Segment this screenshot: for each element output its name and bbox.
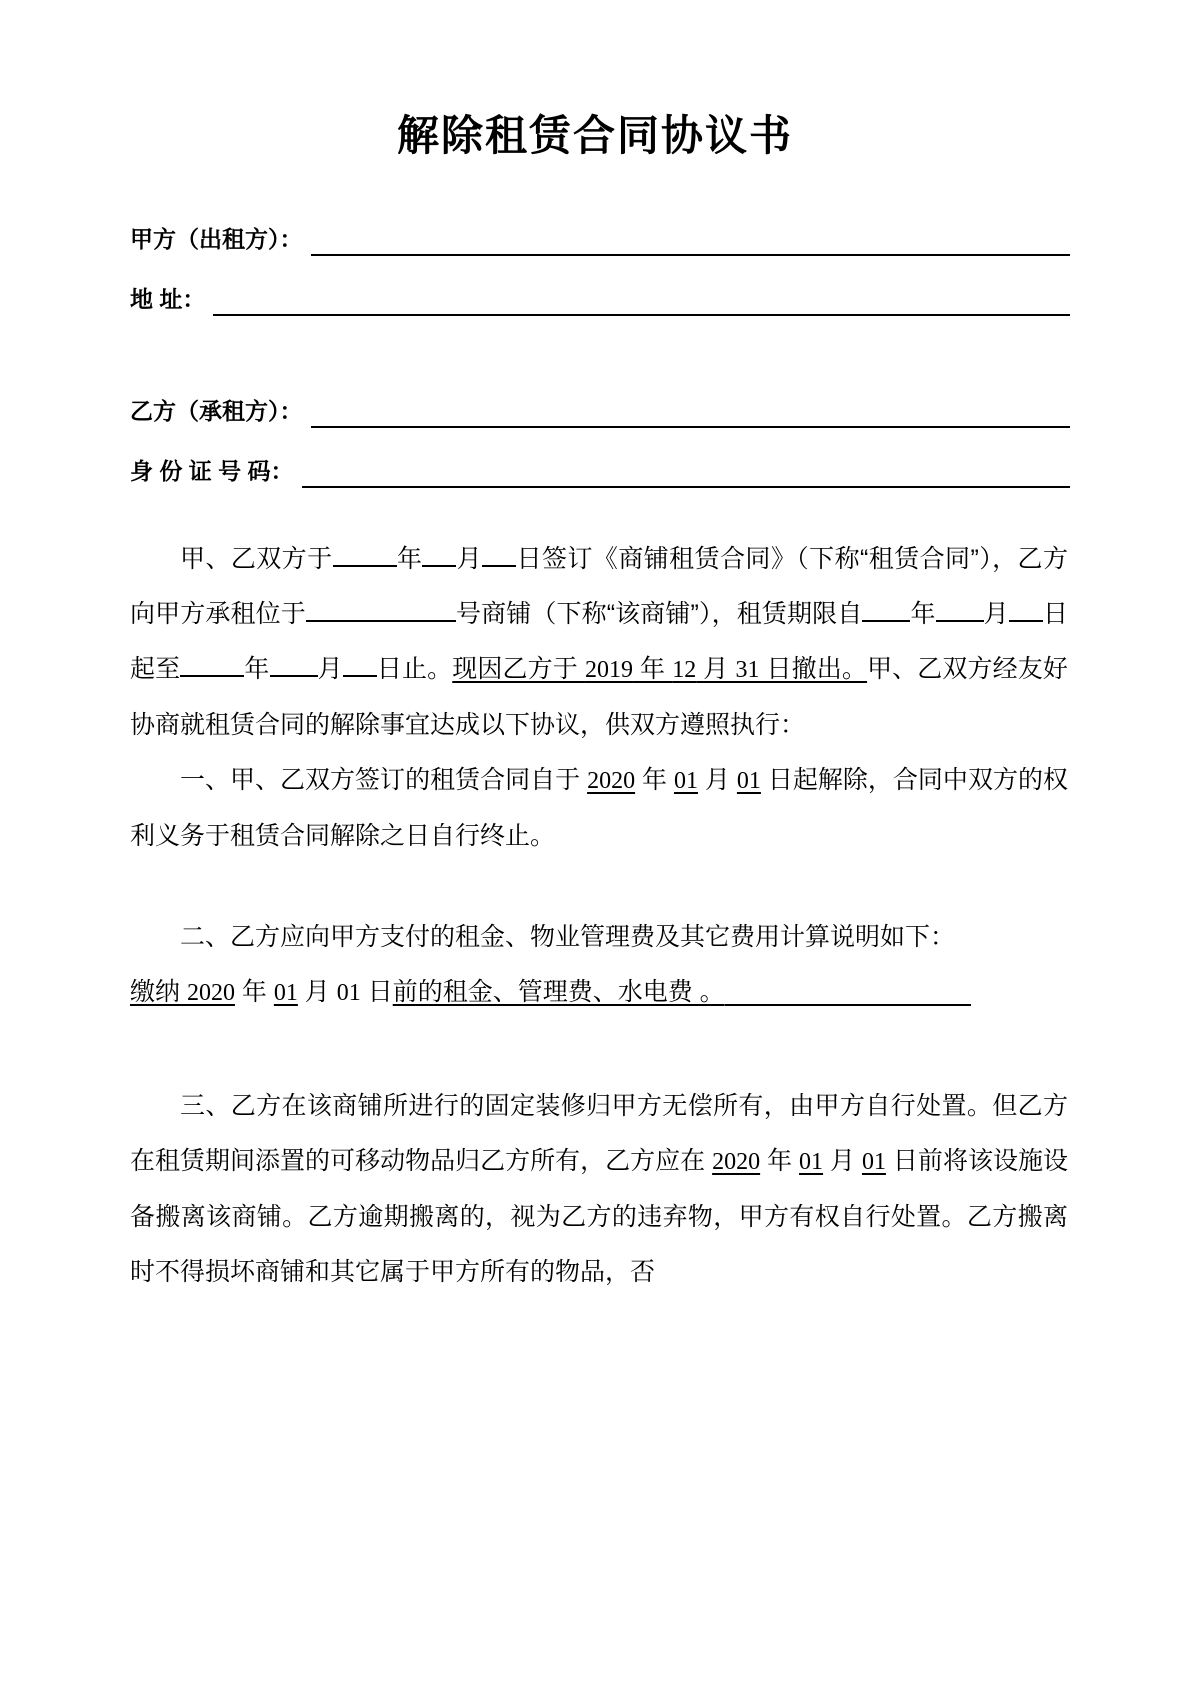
- preamble-text-6: 年: [910, 600, 936, 628]
- preamble-text-8: 日起至: [130, 600, 1068, 683]
- clause-one: [130, 753, 1068, 864]
- fee-detail-suffix: 前的租金、管理费、水电费 。: [392, 978, 725, 1006]
- address-label: 地 址：: [130, 286, 206, 312]
- start-month-blank[interactable]: [936, 620, 984, 622]
- clause-three-day-unit: 日前: [885, 1147, 943, 1175]
- sign-month-blank[interactable]: [422, 565, 456, 567]
- clause-one-year-value: 2020: [587, 768, 636, 794]
- withdrawal-year-value: 2019: [584, 657, 633, 683]
- clause-gap-two: [130, 1021, 1068, 1079]
- clause-one-text-1: 甲、乙双方签订的租赁合同自于: [230, 766, 588, 794]
- clause-one-number: 一、: [180, 766, 231, 794]
- landlord-label: 甲方（出租方）：: [130, 226, 303, 252]
- document-body: [0, 532, 1190, 1300]
- preamble-text-11: 日止。: [376, 655, 453, 683]
- clause-three-year-value: 2020: [712, 1149, 761, 1175]
- withdrawal-year-unit: 年: [632, 655, 673, 683]
- preamble-text-3: 月: [456, 545, 483, 573]
- clause-three: [130, 1079, 1068, 1300]
- withdrawal-clause-prefix: 现因乙方于: [452, 655, 585, 683]
- tenant-label: 乙方（承租方）：: [130, 398, 303, 424]
- preamble-text-9: 年: [244, 655, 270, 683]
- preamble-text-5: 号商铺（下称“该商铺”），租赁期限自: [455, 600, 863, 628]
- preamble-text-4: 日签订《商铺租赁合同》（下称“租赁合同”），乙方向甲方承租位于: [130, 545, 1068, 628]
- clause-two: [130, 910, 1068, 965]
- sign-year-blank[interactable]: [333, 565, 397, 567]
- clause-three-number: 三、: [180, 1092, 231, 1120]
- clause-three-year-unit: 年: [760, 1147, 800, 1175]
- clause-two-detail: [130, 965, 1068, 1021]
- tenant-row: [130, 394, 1070, 428]
- withdrawal-month-unit: 月: [696, 655, 736, 683]
- end-month-blank[interactable]: [270, 675, 318, 677]
- clause-one-day-unit: 日起解除，: [760, 766, 893, 794]
- end-day-blank[interactable]: [343, 675, 377, 677]
- withdrawal-day-value: 31: [735, 657, 760, 683]
- preamble-text-2: 年: [396, 545, 423, 573]
- start-year-blank[interactable]: [862, 620, 910, 622]
- clause-three-text-1: 乙方在该商铺所进行的固定装修归甲方无偿所有，由甲方自行处置。但乙方在租赁期间添置的可移动物品归乙方所有，乙方应在: [130, 1092, 1068, 1175]
- preamble-paragraph: [130, 532, 1068, 753]
- fee-day-value: 01: [336, 980, 361, 1006]
- fee-day-unit: 日: [360, 978, 393, 1006]
- id-number-input-line[interactable]: [302, 460, 1070, 488]
- shop-number-blank[interactable]: [306, 620, 456, 622]
- id-number-label: 身 份 证 号 码：: [130, 458, 294, 484]
- sign-day-blank[interactable]: [482, 565, 516, 567]
- tenant-input-line[interactable]: [311, 400, 1071, 428]
- fee-month-unit: 月: [297, 978, 337, 1006]
- address-row: [130, 282, 1070, 316]
- landlord-input-line[interactable]: [311, 228, 1071, 256]
- clause-three-month-value: 01: [799, 1149, 824, 1175]
- fee-year-value: 2020: [186, 980, 235, 1006]
- party-gap: [130, 342, 1070, 394]
- address-input-line[interactable]: [213, 288, 1070, 316]
- withdrawal-day-unit: 日撤出。: [759, 655, 868, 683]
- preamble-text-1: 甲、乙双方于: [180, 545, 333, 573]
- clause-one-text-2: 合同中双方的权利义务于租赁合同解除之日自行终止。: [130, 766, 1068, 850]
- start-day-blank[interactable]: [1009, 620, 1043, 622]
- clause-one-month-value: 01: [674, 768, 698, 794]
- preamble-text-10: 月: [317, 655, 343, 683]
- fee-detail-blank[interactable]: [725, 1004, 971, 1006]
- fee-year-unit: 年: [234, 978, 274, 1006]
- clause-two-text-1: 乙方应向甲方支付的租金、物业管理费及其它费用计算说明如下：: [230, 923, 956, 951]
- landlord-row: [130, 222, 1070, 256]
- clause-one-month-unit: 月: [698, 766, 737, 794]
- preamble-text-12: 甲、乙双方经友好协商就租赁合同的解除事宜达成以下协议，供双方遵照执行：: [130, 655, 1068, 739]
- id-number-row: [130, 454, 1070, 488]
- clause-one-year-unit: 年: [635, 766, 674, 794]
- clause-gap-one: [130, 864, 1068, 910]
- page-title: 解除租赁合同协议书: [396, 112, 793, 159]
- clause-three-day-value: 01: [861, 1149, 886, 1175]
- party-information-block: [0, 222, 1190, 488]
- clause-two-number: 二、: [180, 923, 231, 951]
- clause-three-month-unit: 月: [823, 1147, 862, 1175]
- clause-three-text-2: 将该设施设备搬离该商铺。乙方逾期搬离的，视为乙方的违弃物，甲方有权自行处置。乙方搬离时不得损坏商铺和其它属于甲方所有的物品，否: [130, 1147, 1068, 1286]
- withdrawal-month-value: 12: [672, 657, 697, 683]
- clause-one-day-value: 01: [736, 768, 761, 794]
- fee-month-value: 01: [273, 980, 298, 1006]
- fee-detail-prefix: 缴纳: [130, 978, 187, 1006]
- end-year-blank[interactable]: [180, 675, 244, 677]
- preamble-text-7: 月: [983, 600, 1009, 628]
